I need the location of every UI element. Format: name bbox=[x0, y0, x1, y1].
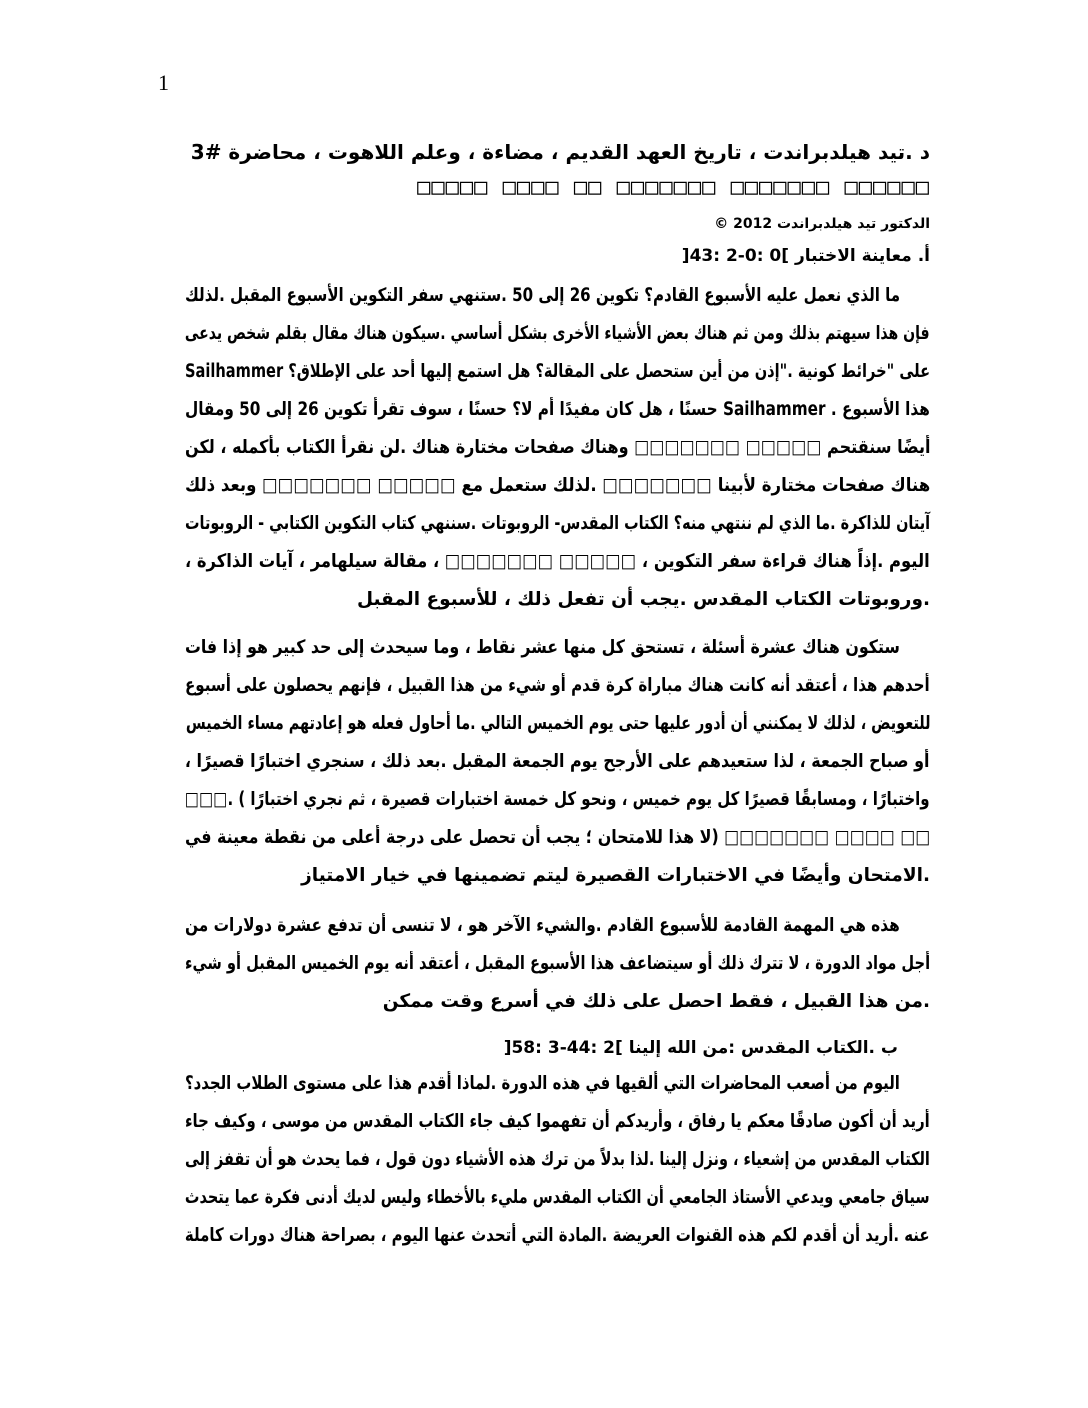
paragraph-line: هذه هي المهمة القادمة للأسبوع القادم .والشيء الآخر هو ، لا تنسى أن تدفع عشرة دولارات من bbox=[185, 915, 900, 936]
paragraph-line: سياق جامعي ويدعي الأستاذ الجامعي أن الكتاب المقدس مليء بالأخطاء وليس لديك أدنى فكرة عما يتحدث bbox=[185, 1187, 930, 1208]
paragraph-line: هناك صفحات مختارة لأبينا □□□□□□□ .لذلك ستعمل مع □□□□□ □□□□□□□ وبعد ذلك bbox=[184, 475, 930, 496]
document-title: د .تيد هيلدبراندت ، تاريخ العهد القديم ، مضاءة ، وعلم اللاهوت ، محاضرة #3 bbox=[190, 140, 930, 164]
paragraph-line: على "خرائط كونية ."إذن من أين ستحصل على المقالة؟ هل استمع إليها أحد على الإطلاق؟ Sailhammer bbox=[184, 361, 930, 382]
paragraph-line: أجل مواد الدورة ، لا تترك ذلك أو سيتضاعف هذا الأسبوع المقبل ، أعتقد أنه يوم الخميس المقبل أو شيء bbox=[184, 953, 930, 974]
paragraph-line: هذا الأسبوع . Sailhammer حسنًا ، هل كان مفيدًا أم لا؟ حسنًا ، سوف تقرأ تكوين 26 إلى 50 ومقال bbox=[185, 399, 930, 420]
section-b-heading: ب .الكتاب المقدس :من الله إلينا ]2 :44-3 :58[ bbox=[503, 1038, 898, 1058]
paragraph-line: أيضًا سنقتحم □□□□□ □□□□□□□ وهناك صفحات مختارة هناك .لن نقرأ الكتاب بأكمله ، لكن bbox=[184, 437, 930, 458]
paragraph-line: للتعويض ، لذلك لا يمكنني أن أدور عليها حتى يوم الخميس التالي .ما أحاول فعله هو إعادتهم مساء الخميس bbox=[185, 713, 930, 734]
paragraph-line: .الامتحان وأيضًا في الاختبارات القصيرة ليتم تضمينها في خيار الامتياز bbox=[301, 865, 930, 886]
section-a-heading: أ. معاينة الاختبار ]0 :0-2 :43[ bbox=[681, 246, 930, 266]
copyright-line: الدكتور تيد هيلدبراندت 2012 © bbox=[714, 216, 930, 232]
paragraph-line: آيتان للذاكرة .ما الذي لم ننتهي منه؟ الكتاب المقدس- الروبوتات .سننهي كتاب التكوين الكتابي - الروبوتات bbox=[184, 513, 930, 534]
paragraph-line: ستكون هناك عشرة أسئلة ، تستحق كل منها عشر نقاط ، وما سيحدث إلى حد كبير هو إذا فات bbox=[185, 637, 900, 658]
paragraph-line: أو صباح الجمعة ، لذا ستعيدهم على الأرجح يوم الجمعة المقبل .بعد ذلك ، سنجري اختبارًا قصيرًا ، bbox=[185, 751, 930, 772]
missing-glyph-line: □□□□□□ □□□□□□□ □□□□□□□ □□ □□□□ □□□□□ bbox=[417, 175, 930, 200]
paragraph-line: أحدهم هذا ، أعتقد أنه كانت هناك مباراة كرة قدم أو شيء من هذا القبيل ، فإنهم يحصلون على أسبوع bbox=[185, 675, 930, 696]
paragraph-line: واختبارًا ، ومسابقًا قصيرًا كل يوم خميس ، ونحو كل خمسة اختبارات قصيرة ، ثم نجري اختبارًا ) .□□□ bbox=[185, 789, 930, 810]
page-number: 1 bbox=[158, 70, 169, 95]
paragraph-line: أريد أن أكون صادقًا معكم يا رفاق ، وأريدكم أن تفهموا كيف جاء الكتاب المقدس من موسى ، وكيف جاء bbox=[185, 1111, 930, 1132]
paragraph-line: .من هذا القبيل ، فقط احصل على ذلك في أسرع وقت ممكن bbox=[382, 991, 930, 1012]
paragraph-line: اليوم من أصعب المحاضرات التي ألقيها في هذه الدورة .لماذا أقدم هذا على مستوى الطلاب الجدد؟ bbox=[185, 1073, 900, 1094]
paragraph-line: .وروبوتات الكتاب المقدس .يجب أن تفعل ذلك ، للأسبوع المقبل bbox=[356, 589, 930, 610]
paragraph-line: فإن هذا سيهتم بذلك ومن ثم هناك بعض الأشياء الأخرى بشكل أساسي .سيكون هناك مقال بقلم شخص يدعى bbox=[185, 323, 930, 344]
paragraph-line: اليوم .إذاً هناك قراءة سفر التكوين ، □□□□□ □□□□□□□ ، مقالة سيلهامر ، آيات الذاكرة ، bbox=[185, 551, 930, 572]
paragraph-line: □□ □□□□ □□□□□□□ (لا هذا للامتحان ؛ يجب أن تحصل على درجة أعلى من نقطة معينة في bbox=[184, 827, 930, 848]
paragraph-line: الكتاب المقدس من إشعياء ، ونزل إلينا .لذا بدلاً من ترك هذه الأشياء دون قول ، فما يحدث هو أن تقفز إلى bbox=[185, 1149, 930, 1170]
paragraph-line: عنه .أريد أن أقدم لكم هذه القنوات العريضة .المادة التي أتحدث عنها اليوم ، بصراحة هناك دورات كاملة bbox=[185, 1225, 930, 1246]
paragraph-line: ما الذي نعمل عليه الأسبوع القادم؟ تكوين 26 إلى 50 .ستنهي سفر التكوين الأسبوع المقبل .لذلك bbox=[184, 285, 900, 306]
